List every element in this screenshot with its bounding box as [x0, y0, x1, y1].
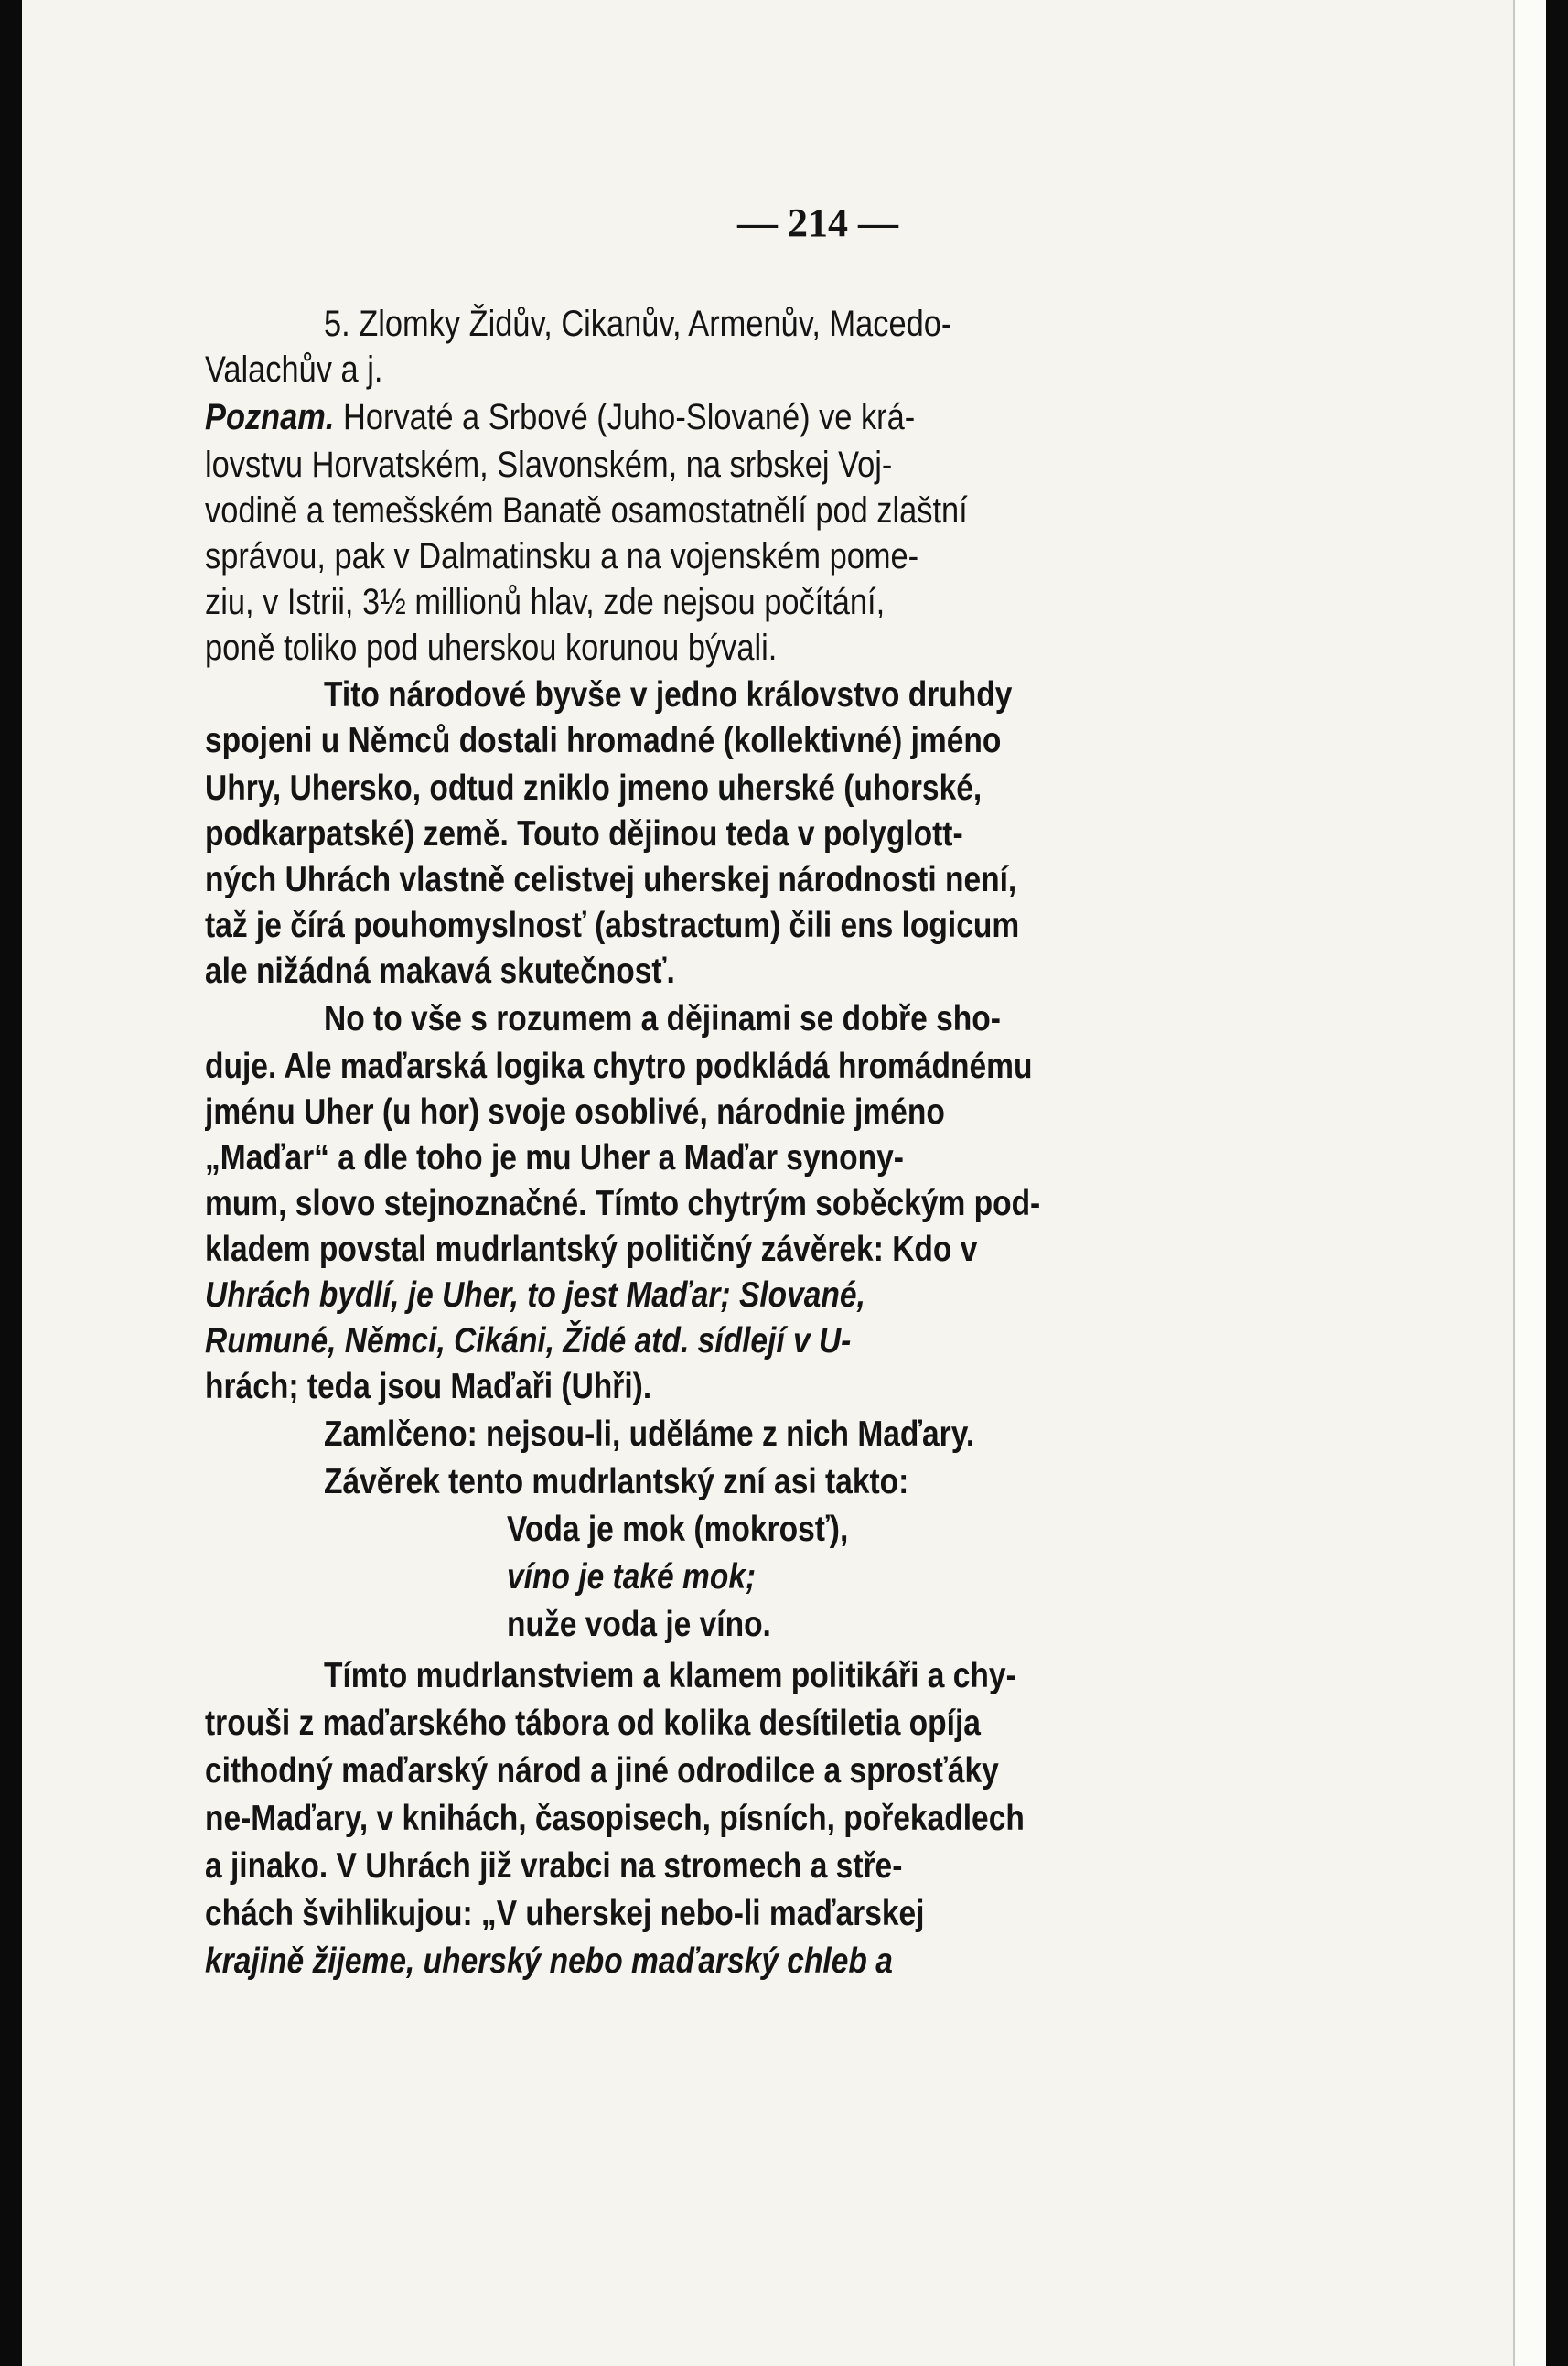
text-line: lovstvu Horvatském, Slavonském, na srbskej Voj-	[205, 445, 893, 485]
text-line: „Maďar“ a dle toho je mu Uher a Maďar synony-	[205, 1138, 904, 1178]
text-line: poně toliko pod uherskou korunou bývali.	[205, 628, 778, 668]
text-line: Uhry, Uhersko, odtud zniklo jmeno uherské (uhorské,	[205, 769, 983, 808]
text-line: hrách; teda jsou Maďaři (Uhři).	[205, 1367, 652, 1406]
text-line: Valachův a j.	[205, 350, 383, 390]
text-line: cithodný maďarský národ a jiné odrodilce a sprosťáky	[205, 1751, 999, 1791]
text-line: Zamlčeno: nejsou-li, uděláme z nich Maďary.	[324, 1414, 975, 1454]
text-line: víno je také mok;	[507, 1557, 757, 1597]
text-line: ale nižádná makavá skutečnosť.	[205, 952, 675, 991]
text-line: Poznam. Horvaté a Srbové (Juho-Slované) ve krá-	[205, 397, 916, 437]
text-line: Uhrách bydlí, je Uher, to jest Maďar; Slované,	[205, 1275, 865, 1315]
text-line: podkarpatské) země. Touto dějinou teda v polyglott-	[205, 814, 963, 854]
text-line: Tito národové byvše v jedno královstvo druhdy	[324, 675, 1013, 715]
text-line: Rumuné, Němci, Cikáni, Židé atd. sídlejí v U-	[205, 1321, 852, 1360]
book-page	[22, 0, 1546, 2366]
text-line: a jinako. V Uhrách již vrabci na stromech a stře-	[205, 1846, 903, 1886]
text-line: spojeni u Němců dostali hromadné (kollektivné) jméno	[205, 721, 1002, 760]
text-line: chách švihlikujou: „V uherskej nebo-li maďarskej	[205, 1894, 925, 1933]
text-line: krajině žijeme, uherský nebo maďarský chleb a	[205, 1941, 893, 1981]
text-line: kladem povstal mudrlantský političný závěrek: Kdo v	[205, 1230, 978, 1269]
text-line: Tímto mudrlanstviem a klamem politikáři a chy-	[324, 1656, 1016, 1695]
text-line: trouši z maďarského tábora od kolika desítiletia opíja	[205, 1704, 981, 1743]
text-line: ne-Maďary, v knihách, časopisech, písních, pořekadlech	[205, 1799, 1025, 1838]
text-line: 5. Zlomky Židův, Cikanův, Armenův, Macedo-	[324, 304, 952, 344]
text-line: ziu, v Istrii, 3½ millionů hlav, zde nejsou počítání,	[205, 582, 886, 622]
page-edge	[1513, 0, 1546, 2366]
text-line: Voda je mok (mokrosť),	[507, 1510, 849, 1549]
text-line: jménu Uher (u hor) svoje osoblivé, národnie jméno	[205, 1092, 945, 1132]
text-line: ných Uhrách vlastně celistvej uherskej národnosti není,	[205, 860, 1017, 899]
text-line: Závěrek tento mudrlantský zní asi takto:	[324, 1462, 909, 1501]
text-line: mum, slovo stejnoznačné. Tímto chytrým soběckým pod-	[205, 1184, 1041, 1223]
text-line: duje. Ale maďarská logika chytro podkládá hromádnému	[205, 1047, 1033, 1086]
page-number: — 214 —	[737, 200, 898, 245]
text-line: nuže voda je víno.	[507, 1605, 771, 1644]
text-line: taž je čírá pouhomyslnosť (abstractum) čili ens logicum	[205, 906, 1020, 945]
text-line: správou, pak v Dalmatinsku a na vojenském pome-	[205, 536, 919, 576]
text-line: No to vše s rozumem a dějinami se dobře sho-	[324, 999, 1001, 1038]
text-line: vodině a temešském Banatě osamostatnělí pod zlaštní	[205, 490, 968, 531]
